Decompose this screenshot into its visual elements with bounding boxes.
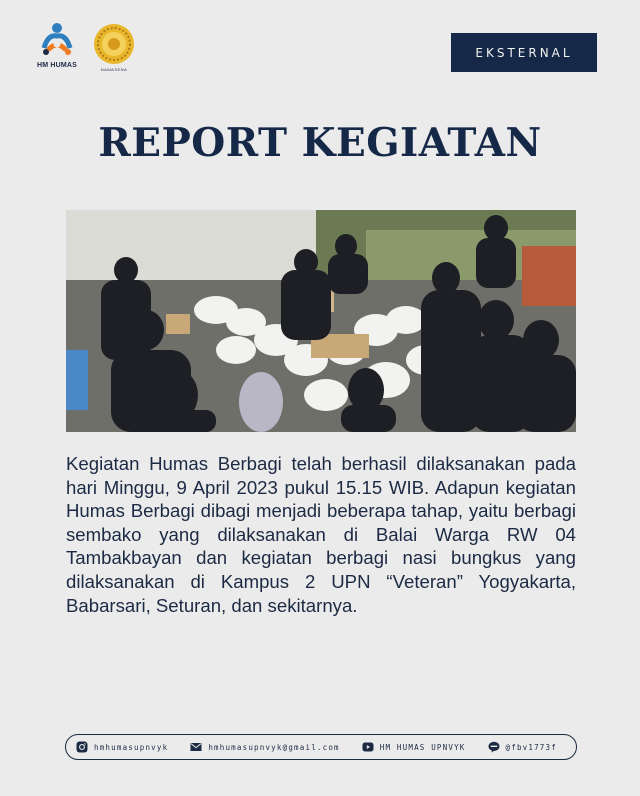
email-contact[interactable] [190,741,339,753]
youtube-channel: HM HUMAS UPNVYK [379,742,466,752]
logo-group [34,22,136,72]
email-address: hmhumasupnvyk@gmail.com [208,742,340,752]
hm-humas-label: HM HUMAS [36,62,78,69]
namasena-label: NAMASENA [100,67,128,72]
category-tag: EKSTERNAL [451,33,597,72]
instagram-handle: hmhumasupnvyk [94,742,169,752]
mail-icon [190,741,202,753]
namasena-logo [92,22,136,72]
page-title: REPORT KEGIATAN [98,120,542,166]
event-photo-illustration [66,210,576,432]
hm-humas-logo [34,22,80,69]
instagram-contact[interactable] [76,741,168,753]
line-icon [488,741,500,753]
youtube-icon [362,741,374,753]
sun-emblem-icon [92,22,136,66]
line-contact[interactable] [488,741,557,753]
contact-footer [65,734,577,760]
hm-humas-emblem-icon [34,22,80,60]
line-id: @fbv1773f [505,742,557,752]
event-photo [66,210,576,432]
report-description: Kegiatan Humas Berbagi telah berhasil dilaksanakan pada hari Minggu, 9 April 2023 pukul 15.15 WIB. Adapun kegiatan Humas Berbagi dibagi menjadi beberapa tahap, yaitu berbagi sembako yang dilaksanakan di Balai Warga RW 04 Tambakbayan dan kegiatan berbagi nasi bungkus yang dilaksanakan di Kampus 2 UPN “Veteran” Yogyakarta, Babarsari, Seturan, dan sekitarnya. [66,453,576,616]
instagram-icon [76,741,88,753]
youtube-contact[interactable] [362,741,466,753]
